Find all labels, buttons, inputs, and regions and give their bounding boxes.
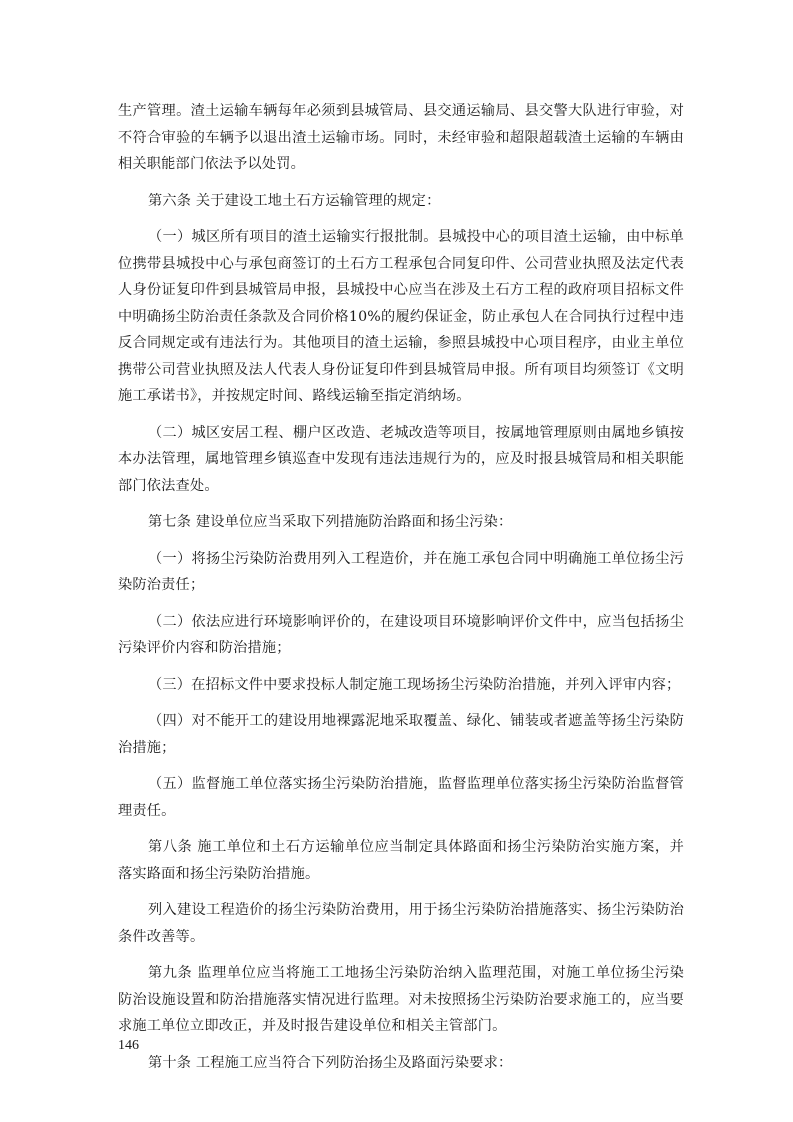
article-6-heading: 第六条 关于建设工地土石方运输管理的规定： xyxy=(148,192,441,209)
article-7-item-5: （五）监督施工单位落实扬尘污染防治措施，监督监理单位落实扬尘污染防治监督管理责任。 xyxy=(118,776,684,819)
article-7-item-2: （二）依法应进行环境影响评价的，在建设项目环境影响评价文件中，应当包括扬尘污染评价内容和防治措施； xyxy=(118,613,684,656)
article-9: 第九条 监理单位应当将施工工地扬尘污染防治纳入监理范围，对施工单位扬尘污染防治设施设置和防治措施落实情况进行监理。对未按照扬尘污染防治要求施工的，应当要求施工单位立即改正，并及时报告建设单位和相关主管部门。 xyxy=(118,965,684,1034)
article-8-continuation: 列入建设工程造价的扬尘污染防治费用，用于扬尘污染防治措施落实、扬尘污染防治条件改善等。 xyxy=(118,902,684,945)
article-6-item-2: （二）城区安居工程、棚户区改造、老城改造等项目，按属地管理原则由属地乡镇按本办法管理，属地管理乡镇巡查中发现有违法违规行为的，应及时报县城管局和相关职能部门依法查处。 xyxy=(118,424,684,494)
article-8: 第八条 施工单位和土石方运输单位应当制定具体路面和扬尘污染防治实施方案，并落实路面和扬尘污染防治措施。 xyxy=(118,839,684,882)
article-10-heading: 第十条 工程施工应当符合下列防治扬尘及路面污染要求： xyxy=(148,1054,513,1071)
page-number: 146 xyxy=(118,1038,139,1053)
article-7-item-4: （四）对不能开工的建设用地裸露泥地采取覆盖、绿化、铺装或者遮盖等扬尘污染防治措施； xyxy=(118,713,684,756)
paragraph-continuation: 生产管理。渣土运输车辆每年必须到县城管局、县交通运输局、县交警大队进行审验，对不符合审验的车辆予以退出渣土运输市场。同时，未经审验和超限超载渣土运输的车辆由相关职能部门依法予以处罚。 xyxy=(118,103,684,172)
article-7-item-1: （一）将扬尘污染防治费用列入工程造价，并在施工承包合同中明确施工单位扬尘污染防治责任； xyxy=(118,550,684,593)
document-body xyxy=(118,98,684,1086)
article-7-item-3: （三）在招标文件中要求投标人制定施工现场扬尘污染防治措施，并列入评审内容； xyxy=(148,676,681,693)
article-7-heading: 第七条 建设单位应当采取下列措施防治路面和扬尘污染： xyxy=(148,514,513,530)
article-6-item-1: （一）城区所有项目的渣土运输实行报批制。县城投中心的项目渣土运输，由中标单位携带县城投中心与承包商签订的土石方工程承包合同复印件、公司营业执照及法定代表人身份证复印件到县城管局申报，县城投中心应当在涉及土石方工程的政府项目招标文件中明确扬尘防治责任条款及合同价格10%的履约保证金，防止承包人在合同执行过程中违反合同规定或有违法行为。其他项目的渣土运输，参照县城投中心项目程序，由业主单位携带公司营业执照及法人代表人身份证复印件到县城管局申报。所有项目均须签订《文明施工承诺书》，并按规定时间、路线运输至指定消纳场。 xyxy=(118,229,684,404)
